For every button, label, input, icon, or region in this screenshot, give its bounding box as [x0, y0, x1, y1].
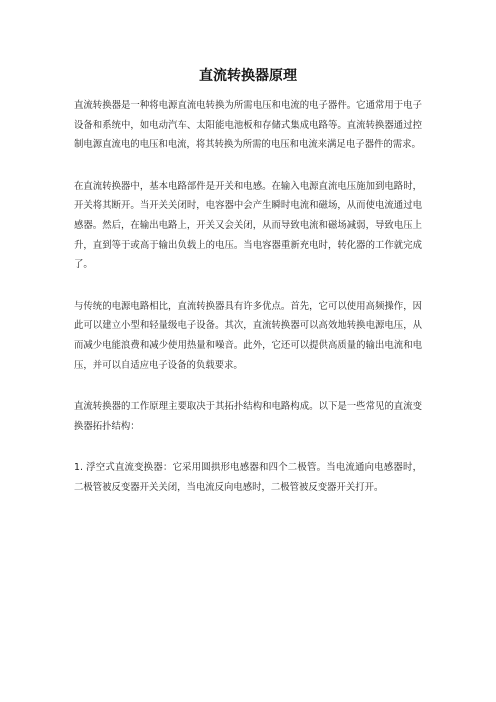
paragraph-advantages: 与传统的电源电路相比，直流转换器具有许多优点。首先，它可以使用高频操作，因此可以建立小型和轻量级电子设备。其次，直流转换器可以高效地转换电源电压，从而减少电能浪费和减少使用热量和噪音。此外，它还可以提供高质量的输出电流和电压，并可以自适应电子设备的负载要求。	[74, 300, 422, 371]
paragraph-topology-item-1: 1. 浮空式直流变换器：它采用圆拱形电感器和四个二极管。当电流通向电感器时，二极管被反变器开关关闭，当电流反向电感时，二极管被反变器开关打开。	[74, 462, 422, 493]
paragraph-circuit: 在直流转换器中，基本电路部件是开关和电感。在输入电源直流电压施加到电路时，开关将其断开。当开关关闭时，电容器中会产生瞬时电流和磁场，从而使电流通过电感器。然后，在输出电路上，开关又会关闭，从而导致电流和磁场减弱，导致电压上升，直到等于或高于输出负载上的电压。当电容器重新充电时，转化器的工作就完成了。	[74, 180, 422, 271]
paragraph-topology-intro: 直流转换器的工作原理主要取决于其拓扑结构和电路构成。以下是一些常见的直流变换器拓扑结构：	[74, 401, 422, 432]
paragraph-intro: 直流转换器是一种将电源直流电转换为所需电压和电流的电子器件。它通常用于电子设备和系统中，如电动汽车、太阳能电池板和存储式集成电路等。直流转换器通过控制电源直流电的电压和电流，将其转换为所需的电压和电流来满足电子器件的需求。	[74, 100, 422, 151]
document-title: 直流转换器原理	[199, 68, 297, 84]
